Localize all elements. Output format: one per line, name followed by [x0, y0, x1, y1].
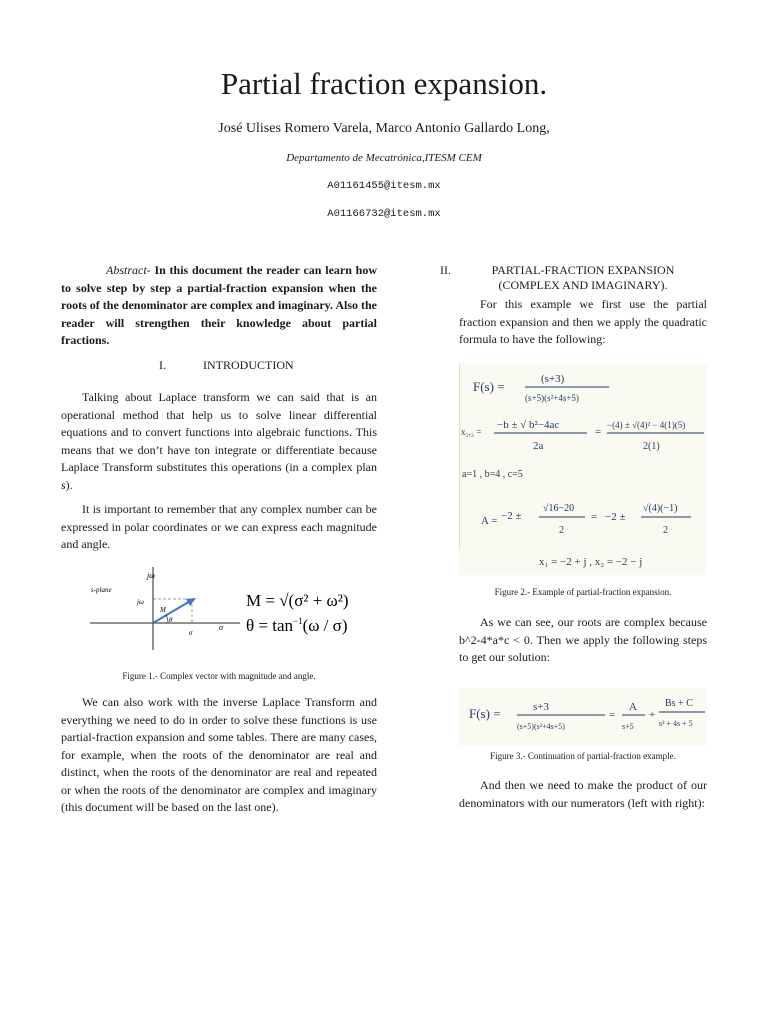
jw-point-label: jω: [137, 598, 144, 606]
hw-root-num: √16−20: [543, 503, 575, 514]
theta-label: θ: [169, 616, 173, 624]
hw-equals-1: =: [595, 426, 602, 438]
section-number-2: II.: [440, 263, 451, 277]
hw3-plus: +: [649, 709, 656, 721]
pfe-paragraph-1: For this example we first use the partial fraction expansion and then we apply the quadratic formula to have the following:: [459, 297, 707, 346]
hw-denominator: (s+5)(s²+4s+5): [525, 393, 579, 403]
figure-1-complex-plane: [86, 562, 376, 654]
section-number: I.: [159, 358, 166, 372]
abstract-text: In this document the reader can learn how to solve step by step a partial-fraction expansion when the roots of the denominator are complex and imaginary. Also the reader will strengthen their knowledge about partial fractions.: [61, 263, 377, 347]
intro-paragraph-3: We can also work with the inverse Laplace Transform and everything we need to do in order to solve these functions is use partial-fraction expansion and some tables. There are many cases, for example, when the roots of the denominator are real and distinct, when the roots of the denominator are real and repeated or when the roots of the denominator are complex and imaginary (this document will be based on the last one).: [61, 695, 377, 814]
email-1[interactable]: A01161455@itesm.mx: [327, 180, 441, 192]
authors: José Ulises Romero Varela, Marco Antonio Gallardo Long,: [218, 121, 550, 136]
jw-axis-label: jω: [147, 571, 155, 580]
hw-quadratic-num-2: −(4) ± √(4)² − 4(1)(5): [607, 420, 686, 430]
intro-paragraph-2: It is important to remember that any complex number can be expressed in polar coordinates or we can express each magnitude and angle.: [61, 502, 377, 551]
angle-eq-right: (ω / σ): [302, 616, 348, 635]
paper-title: Partial fraction expansion.: [220, 66, 548, 101]
hw3-equals: =: [609, 709, 616, 721]
s-plane-label: s-plane: [91, 586, 112, 594]
vector-m: [153, 600, 192, 623]
hw3-denominator: (s+5)(s²+4s+5): [517, 722, 565, 731]
magnitude-equation: M = √(σ² + ω²): [246, 591, 349, 610]
figure-3-caption: Figure 3.- Continuation of partial-fraction example.: [490, 751, 676, 761]
angle-eq-sup: −1: [293, 616, 303, 626]
abstract-label: Abstract-: [106, 263, 151, 277]
email-2[interactable]: A01166732@itesm.mx: [327, 208, 441, 220]
hw-equals-2: =: [591, 511, 598, 523]
hw-quadratic-den-2: 2(1): [643, 441, 660, 452]
hw-quadratic-num: −b ± √ b²−4ac: [497, 419, 560, 431]
department: Departamento de Mecatrónica,ITESM CEM: [286, 152, 482, 164]
sigma-axis-label: σ: [219, 623, 223, 632]
hw-numerator: (s+3): [541, 373, 565, 385]
hw-roots: x₁ = −2 + j , x₂ = −2 − j: [539, 556, 643, 568]
abstract: [61, 262, 377, 350]
hw-root-num-2: √(4)(−1): [643, 503, 678, 514]
hw3-a: A: [629, 701, 637, 713]
hw-a-equals: A =: [481, 515, 498, 527]
hw-coefficients: a=1 , b=4 , c=5: [462, 469, 523, 480]
pfe-paragraph-2: As we can see, our roots are complex because b^2-4*a*c < 0. Then we apply the following steps to get our solution:: [459, 615, 707, 664]
intro-p1-text: Talking about Laplace transform we can said that is an operational method that help us to solve linear differential equations and to convert functions into algebraic functions. This means that we don’t have ton integrate or differentiate because Laplace Transform substitutes this operations (in a complex plan: [61, 390, 377, 474]
sigma-point-label: σ: [189, 629, 193, 637]
intro-p1-end: ).: [65, 477, 73, 492]
hw3-bs-c: Bs + C: [665, 698, 693, 709]
figure-3-handwritten-continuation: [459, 688, 707, 746]
hw-x12: x₁,₂ =: [461, 427, 482, 437]
hw-quadratic-den: 2a: [533, 440, 544, 452]
section-title-line-1: PARTIAL-FRACTION EXPANSION: [491, 263, 675, 277]
section-title: INTRODUCTION: [203, 358, 294, 372]
hw-root-den: 2: [559, 525, 564, 536]
intro-p1-italic: s: [61, 477, 66, 492]
hw-minus-two-pm: −2 ±: [501, 510, 522, 522]
section-title-line-2: (COMPLEX AND IMAGINARY).: [498, 278, 668, 292]
angle-eq-left: θ = tan: [246, 616, 293, 635]
section-heading-pfe: [459, 263, 707, 293]
m-label: M: [160, 606, 166, 614]
hw-root-den-2: 2: [663, 525, 668, 536]
hw3-numerator: s+3: [533, 701, 549, 713]
hw3-f-s: F(s) =: [469, 706, 501, 721]
hw-f-s: F(s) =: [473, 379, 505, 394]
hw3-a-den: s+5: [622, 722, 634, 731]
hw3-b-den: s² + 4s + 5: [659, 719, 693, 728]
figure-1-caption: Figure 1.- Complex vector with magnitude and angle.: [122, 671, 316, 681]
theta-arc: [166, 615, 168, 623]
figure-2-handwritten-example: [459, 363, 707, 575]
hw-minus-two-pm-2: −2 ±: [605, 511, 626, 523]
intro-paragraph-1: [61, 389, 377, 494]
pfe-paragraph-3: And then we need to make the product of our denominators with our numerators (left with right):: [459, 778, 707, 810]
angle-equation: [246, 616, 347, 635]
figure-2-caption: Figure 2.- Example of partial-fraction expansion.: [494, 587, 672, 597]
